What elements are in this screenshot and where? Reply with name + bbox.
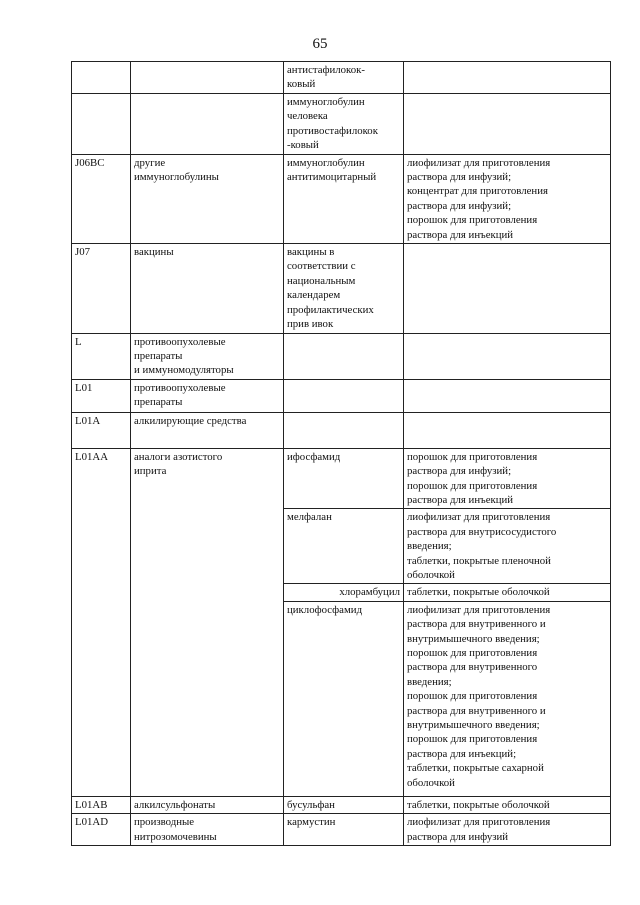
substance-cell: иммуноглобулин человека противостафилокок -ковый — [284, 94, 404, 155]
dosage-forms-cell — [404, 333, 611, 379]
group-name-cell — [131, 62, 284, 94]
table-row — [72, 154, 611, 243]
substance-cell: бусульфан — [284, 796, 404, 813]
dosage-forms-cell — [404, 62, 611, 94]
table-row — [72, 333, 611, 379]
substance-cell: циклофосфамид — [284, 601, 404, 796]
table-row — [72, 796, 611, 813]
atc-code-cell: L01AB — [72, 796, 131, 813]
dosage-forms-cell: таблетки, покрытые оболочкой — [404, 796, 611, 813]
group-name-cell: противоопухолевые препараты и иммуномодуляторы — [131, 333, 284, 379]
page-number: 65 — [312, 36, 328, 52]
substance-cell: кармустин — [284, 814, 404, 846]
dosage-forms-cell: лиофилизат для приготовления раствора для внутрисосудистого введения; таблетки, покрытые пленочной оболочкой — [404, 509, 611, 584]
table-row — [72, 448, 611, 509]
dosage-forms-cell — [404, 94, 611, 155]
atc-code-cell: L01A — [72, 412, 131, 448]
group-name-cell: алкилирующие средства — [131, 412, 284, 448]
table-row — [72, 814, 611, 846]
substance-cell — [284, 333, 404, 379]
group-name-cell: противоопухолевые препараты — [131, 379, 284, 412]
group-name-cell: алкилсульфонаты — [131, 796, 284, 813]
dosage-forms-cell — [404, 412, 611, 448]
substance-cell: иммуноглобулин антитимоцитарный — [284, 154, 404, 243]
substance-cell — [284, 412, 404, 448]
atc-code-cell: L01AD — [72, 814, 131, 846]
group-name-cell: аналоги азотистого иприта — [131, 448, 284, 796]
substance-cell: мелфалан — [284, 509, 404, 584]
dosage-forms-cell: лиофилизат для приготовления раствора для внутривенного и внутримышечного введения; порошок для приготовления раствора для внутривенного введения; порошок для приготовления раствора для внутривенного и внутримышечного введения; порошок для приготовления раствора для инъекций; таблетки, покрытые сахарной оболочкой — [404, 601, 611, 796]
group-name-cell: вакцины — [131, 244, 284, 333]
atc-code-cell — [72, 62, 131, 94]
atc-code-cell: L01 — [72, 379, 131, 412]
table-row — [72, 379, 611, 412]
atc-code-cell: L — [72, 333, 131, 379]
dosage-forms-cell — [404, 244, 611, 333]
dosage-forms-cell — [404, 379, 611, 412]
substance-cell: ифосфамид — [284, 448, 404, 509]
dosage-forms-cell: порошок для приготовления раствора для инфузий; порошок для приготовления раствора для инъекций — [404, 448, 611, 509]
table-row — [72, 94, 611, 155]
dosage-forms-cell: лиофилизат для приготовления раствора для инфузий; концентрат для приготовления раствора для инфузий; порошок для приготовления раствора для инъекций — [404, 154, 611, 243]
table-row — [72, 244, 611, 333]
dosage-forms-cell: лиофилизат для приготовления раствора для инфузий — [404, 814, 611, 846]
atc-code-cell — [72, 94, 131, 155]
substance-cell: антистафилокок- ковый — [284, 62, 404, 94]
atc-code-cell: J06BC — [72, 154, 131, 243]
group-name-cell: производные нитрозомочевины — [131, 814, 284, 846]
group-name-cell — [131, 94, 284, 155]
substance-cell: хлорамбуцил — [284, 584, 404, 601]
atc-code-cell: J07 — [72, 244, 131, 333]
table-row — [72, 412, 611, 448]
table-row — [72, 62, 611, 94]
dosage-forms-cell: таблетки, покрытые оболочкой — [404, 584, 611, 601]
atc-code-cell: L01AA — [72, 448, 131, 796]
drug-classification-table — [71, 61, 611, 846]
substance-cell — [284, 379, 404, 412]
substance-cell: вакцины в соответствии с национальным календарем профилактических прив ивок — [284, 244, 404, 333]
group-name-cell: другие иммуноглобулины — [131, 154, 284, 243]
